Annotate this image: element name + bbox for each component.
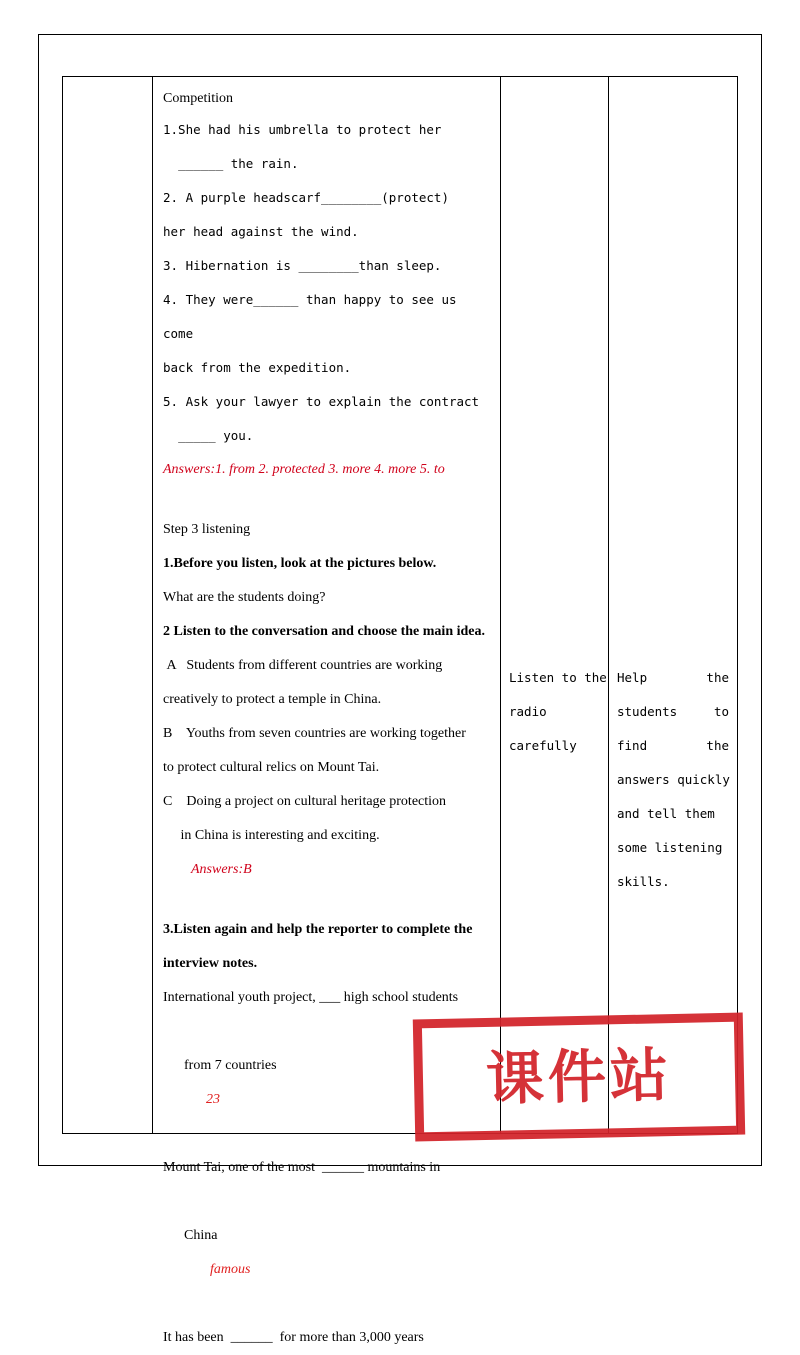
exercise-item: ______ the rain.: [163, 156, 299, 171]
teacher-note-line: [617, 729, 729, 763]
section-heading-competition: Competition: [163, 91, 233, 106]
choice-line: C Doing a project on cultural heritage protection: [163, 794, 447, 809]
watermark-text: 课件站: [485, 1041, 673, 1113]
interview-note: from 7 countries: [184, 1058, 277, 1073]
table-column-activity: [501, 77, 609, 1133]
teacher-note-line: some listening: [617, 840, 723, 855]
step3-heading: Step 3 listening: [163, 522, 251, 537]
task1-question: What are the students doing?: [163, 590, 326, 605]
exercise-item: 3. Hibernation is ________than sleep.: [163, 258, 442, 273]
interview-note: Mount Tai, one of the most ______ mountains in: [163, 1160, 441, 1175]
task1-instruction: 1.Before you listen, look at the pictures below.: [163, 556, 437, 571]
table-column-stage: [63, 77, 153, 1133]
task3-instruction-line1: 3.Listen again and help the reporter to complete the: [163, 922, 473, 937]
interview-note: International youth project, ___ high school students: [163, 990, 459, 1005]
exercise-item: 1.She had his umbrella to protect her: [163, 122, 442, 137]
table-column-content: [153, 77, 501, 1345]
exercise-item: 5. Ask your lawyer to explain the contract: [163, 394, 480, 409]
exercise-item: her head against the wind.: [163, 224, 359, 239]
interview-note: China: [184, 1228, 218, 1243]
exercise-item: 2. A purple headscarf________(protect): [163, 190, 449, 205]
choice-line: to protect cultural relics on Mount Tai.: [163, 760, 380, 775]
interview-note: It has been ______ for more than 3,000 years: [163, 1330, 424, 1345]
exercise-answers: Answers:1. from 2. protected 3. more 4. more 5. to: [163, 462, 445, 477]
teacher-note-word: to: [713, 704, 729, 719]
activity-line: Listen to the: [509, 670, 607, 685]
teacher-note-line: [617, 661, 729, 695]
task3-instruction-line2: interview notes.: [163, 956, 258, 971]
teacher-note-word: the: [706, 670, 729, 685]
teacher-note-word: students: [617, 704, 678, 719]
teacher-note-line: answers quickly: [617, 772, 730, 787]
note-fill-2: famous: [210, 1262, 251, 1277]
choice-line: B Youths from seven countries are working together: [163, 726, 466, 741]
teacher-note-line: and tell them: [617, 806, 715, 821]
activity-line: radio: [509, 704, 547, 719]
interview-note-row: [163, 1185, 492, 1321]
activity-line: carefully: [509, 738, 577, 753]
teacher-note-line: [617, 695, 729, 729]
teacher-note-word: find: [617, 738, 648, 753]
exercise-item: 4. They were______ than happy to see us come: [163, 292, 465, 341]
page-top-rule: [62, 34, 738, 35]
teacher-note-line: skills.: [617, 874, 670, 889]
task2-answer: Answers:B: [191, 862, 252, 877]
note-fill-1: 23: [206, 1092, 220, 1107]
teacher-note-word: the: [706, 738, 729, 753]
table-column-notes: [609, 77, 737, 1133]
watermark-stamp: [413, 1013, 745, 1142]
lesson-plan-table: [62, 76, 738, 1345]
choice-line: in China is interesting and exciting.: [163, 828, 380, 843]
choice-line: A Students from different countries are working: [163, 658, 443, 673]
task2-instruction: 2 Listen to the conversation and choose the main idea.: [163, 624, 485, 639]
exercise-item: back from the expedition.: [163, 360, 352, 375]
teacher-note-word: Help: [617, 670, 648, 685]
choice-line: creatively to protect a temple in China.: [163, 692, 382, 707]
exercise-item: _____ you.: [163, 428, 254, 443]
